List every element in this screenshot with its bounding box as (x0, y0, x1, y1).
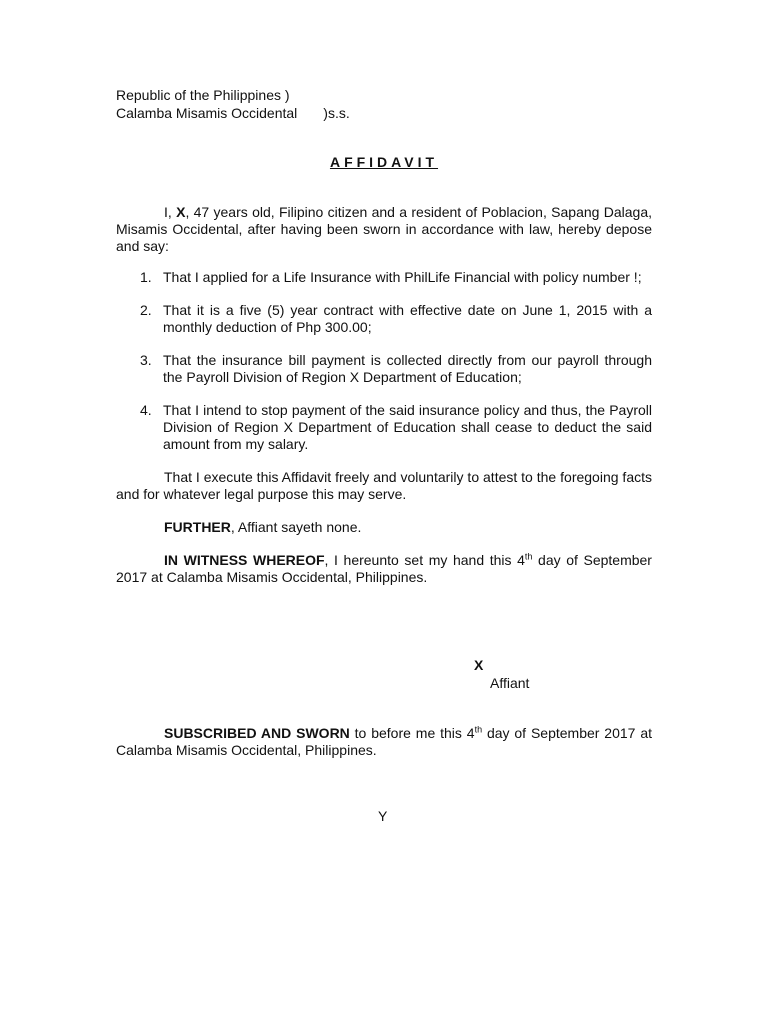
list-item (116, 402, 652, 453)
jurat-bold: SUBSCRIBED AND SWORN (164, 725, 350, 741)
signature-name: X (474, 657, 484, 673)
list-item (116, 352, 652, 386)
item-number: 3. (140, 352, 152, 368)
witness-whereof-paragraph (116, 552, 652, 586)
affidavit-body (116, 204, 652, 586)
venue-city: Calamba Misamis Occidental (116, 105, 298, 121)
affiant-signature-block (474, 656, 529, 692)
witness-whereof-bold: IN WITNESS WHEREOF (164, 552, 325, 568)
execute-paragraph: That I execute this Affidavit freely and voluntarily to attest to the foregoing facts and for whatever legal purpose this may serve. (116, 469, 652, 502)
witness-whereof-post: day of September 2017 at Calamba Misamis Occidental, Philippines. (116, 552, 652, 585)
witness-whereof-pre: , I hereunto set my hand this 4 (324, 552, 525, 568)
venue-header (116, 86, 350, 122)
affiant-name: X (176, 204, 186, 220)
jurat-sup: th (474, 724, 483, 735)
venue-line-city (116, 104, 350, 122)
jurat-post: day of September 2017 at Calamba Misamis Occidental, Philippines. (116, 725, 652, 758)
further-rest: , Affiant sayeth none. (230, 519, 362, 535)
intro-post: , 47 years old, Filipino citizen and a resident of Poblacion, Sapang Dalaga, Misamis Occidental, after having been sworn in accordance with law, hereby depose and say: (116, 204, 652, 254)
intro-paragraph (116, 204, 652, 255)
officer-name: Y (378, 808, 388, 824)
item-number: 1. (140, 269, 152, 285)
jurat-pre: to before me this 4 (349, 725, 475, 741)
item-number: 4. (140, 402, 152, 418)
document-title: AFFIDAVIT (329, 154, 439, 170)
jurat-paragraph (116, 725, 652, 759)
item-number: 2. (140, 302, 152, 318)
item-text: That the insurance bill payment is collected directly from our payroll through the Payroll Division of Region X Department of Education; (163, 352, 652, 385)
witness-whereof-sup: th (524, 551, 533, 562)
item-text: That I applied for a Life Insurance with PhilLife Financial with policy number !; (163, 269, 642, 285)
signature-role: Affiant (490, 675, 530, 691)
list-item (116, 302, 652, 336)
venue-ss: )s.s. (323, 105, 350, 121)
list-item (116, 269, 652, 286)
further-paragraph (116, 519, 652, 536)
statement-list (116, 269, 652, 453)
venue-line-republic: Republic of the Philippines ) (116, 87, 290, 103)
further-bold: FURTHER (164, 519, 231, 535)
item-text: That I intend to stop payment of the said insurance policy and thus, the Payroll Division of Region X Department of Education shall cease to deduct the said amount from my salary. (163, 402, 652, 452)
intro-pre: I, (164, 204, 177, 220)
item-text: That it is a five (5) year contract with effective date on June 1, 2015 with a monthly deduction of Php 300.00; (163, 302, 652, 335)
